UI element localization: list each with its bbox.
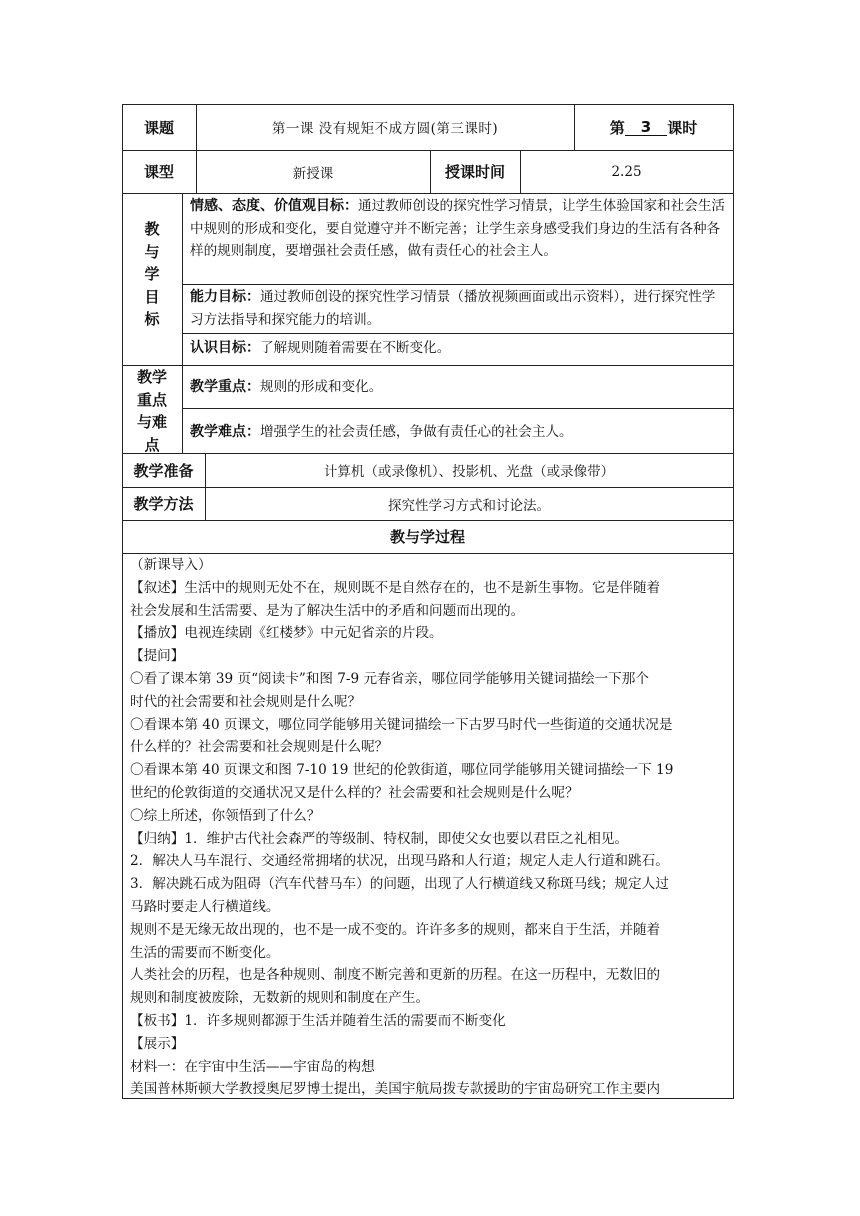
process-line: 【展示】 <box>130 1035 185 1052</box>
process-line: 〇看课本第 40 页课文，哪位同学能够用关键词描绘一下古罗马时代一些街道的交通状况是 <box>130 716 673 733</box>
process-line: 【播放】电视连续剧《红楼梦》中元妃省亲的片段。 <box>130 625 443 642</box>
goals-side-char: 学 <box>144 265 160 283</box>
table-border <box>182 408 734 409</box>
process-line: 时代的社会需要和社会规则是什么呢？ <box>130 693 362 710</box>
type-value: 新授课 <box>292 165 334 182</box>
goal-cognitive-text: 了解规则随着需要在不断变化。 <box>260 340 451 356</box>
lesson-number: 3 <box>625 119 667 136</box>
goals-side-char: 教 <box>144 220 160 238</box>
keypoints-side-label <box>122 366 182 456</box>
goals-side-char: 标 <box>144 310 160 328</box>
table-border <box>182 333 734 334</box>
goal-cognitive <box>182 337 733 360</box>
focus-title: 教学重点： <box>190 379 260 395</box>
goals-side-char: 与 <box>144 242 160 261</box>
process-line: 【板书】1．许多规则都源于生活并随着生活的需要而不断变化 <box>130 1012 506 1029</box>
teaching-difficulty <box>182 421 733 444</box>
process-line: 人类社会的历程，也是各种规则、制度不断完善和更新的历程。在这一历程中，无数旧的 <box>130 967 661 984</box>
process-line: 〇看课本第 40 页课文和图 7-10 19 世纪的伦敦街道，哪位同学能够用关键词描绘一下 19 <box>130 762 674 779</box>
time-label: 授课时间 <box>444 163 505 181</box>
keypoints-side-text: 与难 <box>136 413 167 431</box>
keypoints-side-text: 点 <box>144 435 160 454</box>
process-line: 世纪的伦敦街道的交通状况又是什么样的？社会需要和社会规则是什么呢？ <box>130 784 579 801</box>
goals-side-char: 目 <box>144 287 160 306</box>
process-line: 2．解决人马车混行、交通经常拥堵的状况，出现马路和人行道；规定人走人行道和跳石。 <box>130 853 669 870</box>
difficulty-title: 教学难点： <box>190 424 260 440</box>
goal-affective-title: 情感、态度、价值观目标： <box>190 198 358 214</box>
table-border <box>122 365 734 366</box>
process-line: 什么样的？社会需要和社会规则是什么呢？ <box>130 739 389 756</box>
topic-value: 第一课 没有规矩不成方圆(第三课时) <box>271 121 499 137</box>
process-line: 生活的需要而不断变化。 <box>130 944 280 961</box>
process-title: 教与学过程 <box>389 528 465 546</box>
lesson-number-cell <box>574 104 733 150</box>
process-line: 材料一：在宇宙中生活——宇宙岛的构想 <box>130 1058 375 1075</box>
table-border <box>733 104 734 1099</box>
process-line: 规则不是无缘无故出现的，也不是一成不变的。许许多多的规则，都来自于生活，并随着 <box>130 921 661 938</box>
teaching-focus <box>182 376 733 399</box>
process-line: 【归纳】1．维护古代社会森严的等级制、特权制，即使父女也要以君臣之礼相见。 <box>130 830 629 847</box>
process-line: 【提问】 <box>130 648 185 665</box>
process-line: 美国普林斯顿大学教授奥尼罗博士提出，美国宇航局拨专款援助的宇宙岛研究工作主要内 <box>130 1081 661 1098</box>
process-line: 规则和制度被废除，无数新的规则和制度在产生。 <box>130 990 430 1007</box>
topic-label: 课题 <box>143 118 174 137</box>
goal-ability-title: 能力目标： <box>190 289 260 305</box>
process-line: 3．解决跳石成为阻碍（汽车代替马车）的问题，出现了人行横道线又称斑马线；规定人过 <box>130 876 669 893</box>
keypoints-side-text: 重点 <box>136 390 167 409</box>
method-label: 教学方法 <box>133 495 194 513</box>
goal-ability <box>182 286 733 331</box>
process-body <box>122 554 733 1101</box>
process-line: 【叙述】生活中的规则无处不在，规则既不是自然存在的，也不是新生事物。它是伴随着 <box>130 579 661 596</box>
time-value: 2.25 <box>611 163 642 180</box>
process-line: 〇综上所述，你领悟到了什么？ <box>130 807 321 824</box>
goals-side-label <box>122 218 182 331</box>
goal-affective <box>182 195 733 263</box>
process-line: 马路时要走人行横道线。 <box>130 898 280 915</box>
type-label: 课型 <box>143 163 174 181</box>
goal-ability-text: 通过教师创设的探究性学习情景（播放视频画面或出示资料），进行探究性学习方法指导和探究能力的培训。 <box>190 289 716 328</box>
difficulty-text: 增强学生的社会责任感，争做有责任心的社会主人。 <box>260 424 573 440</box>
lesson-prefix: 第 <box>609 118 625 137</box>
prep-value: 计算机（或录像机）、投影机、光盘（或录像带） <box>323 464 615 480</box>
goal-affective-text: 通过教师创设的探究性学习情景，让学生体验国家和社会生活中规则的形成和变化，要自觉遵守并不断完善；让学生亲身感受我们身边的生活有各种各样的规则制度，要增强社会责任感，做有责任心的社会主人。 <box>190 198 726 259</box>
process-line: 社会发展和生活需要、是为了解决生活中的矛盾和问题而出现的。 <box>130 602 525 619</box>
focus-text: 规则的形成和变化。 <box>260 379 383 395</box>
keypoints-side-text: 教学 <box>136 368 167 386</box>
lesson-suffix: 课时 <box>667 118 698 137</box>
method-value: 探究性学习方式和讨论法。 <box>388 497 550 514</box>
prep-label: 教学准备 <box>133 461 194 480</box>
process-line: 〇看了课本第 39 页“阅读卡”和图 7-9 元春省亲，哪位同学能够用关键词描绘一下那个 <box>130 670 649 687</box>
goal-cognitive-title: 认识目标： <box>190 340 260 356</box>
process-line: （新课导入） <box>130 557 212 573</box>
